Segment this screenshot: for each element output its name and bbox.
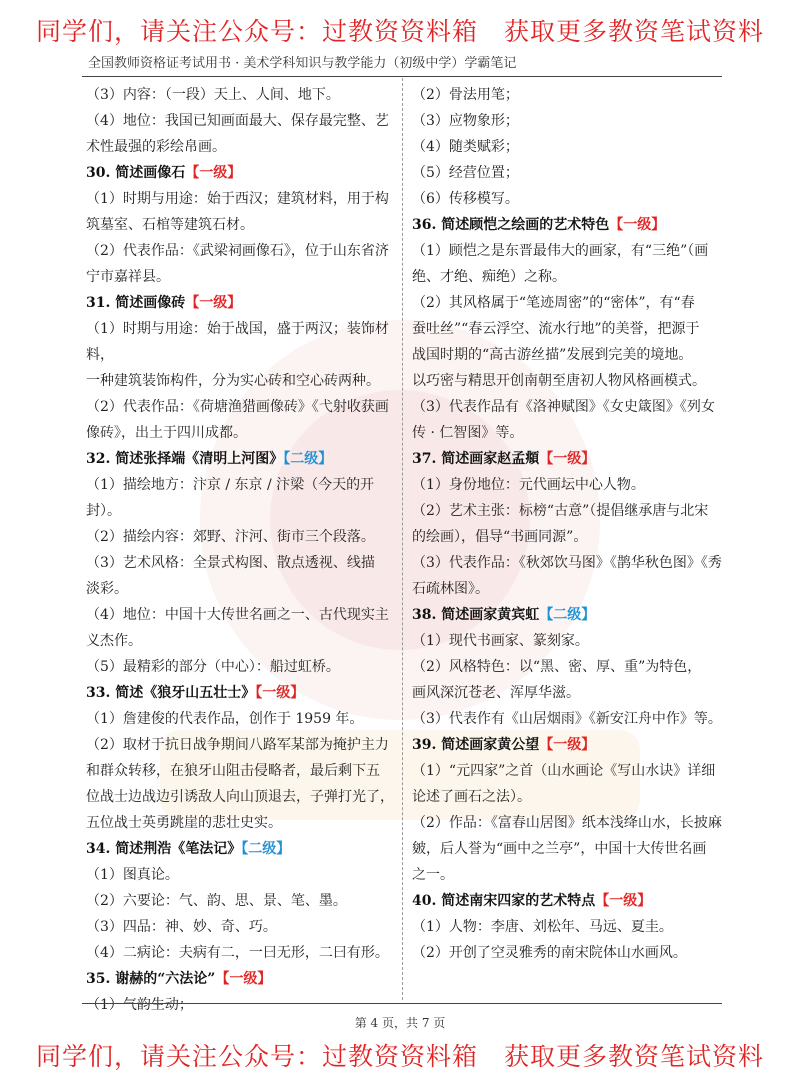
difficulty-badge: 【二级】 xyxy=(241,841,291,857)
heading-title: 40. 简述南宋四家的艺术特点 xyxy=(412,893,596,909)
note-line: （4）随类赋彩； xyxy=(412,139,519,155)
note-line: （1）描绘地方：汴京 / 东京 / 汴梁（今天的开封）。 xyxy=(86,477,375,519)
note-line: （2）骨法用笔； xyxy=(412,87,519,103)
difficulty-badge: 【一级】 xyxy=(255,685,305,701)
note-line: 皴，后人誉为“画中之兰亭”，中国十大传世名画 xyxy=(412,841,707,857)
note-line: （3）代表作品：《秋郊饮马图》《鹊华秋色图》《秀 xyxy=(412,555,722,571)
note-line: 筑墓室、石棺等建筑石材。 xyxy=(86,217,254,233)
note-line: （5）最精彩的部分（中心）：船过虹桥。 xyxy=(86,659,340,675)
note-line: （3）应物象形； xyxy=(412,113,519,129)
heading-title: 36. 简述顾恺之绘画的艺术特色 xyxy=(412,217,610,233)
header-rule xyxy=(82,76,722,77)
note-line: （1）人物：李唐、刘松年、马远、夏圭。 xyxy=(412,919,673,935)
note-line: （3）代表作有《山居烟雨》《新安江舟中作》等。 xyxy=(412,711,722,727)
note-line: （1）顾恺之是东晋最伟大的画家，有“三绝”（画 xyxy=(412,243,709,259)
note-line: 画风深沉苍老、浑厚华滋。 xyxy=(412,685,580,701)
heading-title: 35. 谢赫的“六法论” xyxy=(86,971,216,987)
note-line: （3）艺术风格：全景式构图、散点透视、线描 xyxy=(86,555,375,571)
heading-title: 39. 简述画家黄公望 xyxy=(412,737,540,753)
note-line: 义杰作。 xyxy=(86,633,142,649)
note-line: （2）代表作品：《武梁祠画像石》，位于山东省济 xyxy=(86,243,389,259)
difficulty-badge: 【二级】 xyxy=(283,451,333,467)
heading-title: 37. 简述画家赵孟頫 xyxy=(412,451,540,467)
section-heading xyxy=(86,680,394,706)
note-line: 传 · 仁智图》等。 xyxy=(412,425,524,441)
difficulty-badge: 【一级】 xyxy=(215,971,272,987)
note-line: （1）现代书画家、篆刻家。 xyxy=(412,633,589,649)
note-line: 术性最强的彩绘帛画。 xyxy=(86,139,226,155)
note-line: （2）开创了空灵雅秀的南宋院体山水画风。 xyxy=(412,945,687,961)
heading-title: 30. 简述画像石 xyxy=(86,165,186,181)
heading-title: 33. 简述《狼牙山五壮士》 xyxy=(86,685,256,701)
section-heading xyxy=(412,888,722,914)
note-line: 淡彩。 xyxy=(86,581,128,597)
promo-banner-bottom: 同学们，请关注公众号：过教资资料箱 获取更多教资笔试资料 xyxy=(35,1042,764,1071)
section-heading xyxy=(412,602,722,628)
note-line: 和群众转移，在狼牙山阻击侵略者，最后剩下五 xyxy=(86,763,380,779)
note-line: 五位战士英勇跳崖的悲壮史实。 xyxy=(86,815,282,831)
note-line: （6）传移模写。 xyxy=(412,191,519,207)
difficulty-badge: 【一级】 xyxy=(609,217,666,233)
note-line: 蚕吐丝”“春云浮空、流水行地”的美誉，把源于 xyxy=(412,321,700,337)
note-line: 位战士边战边引诱敌人向山顶退去，子弹打光了， xyxy=(86,789,394,805)
promo-banner-top: 同学们，请关注公众号：过教资资料箱 获取更多教资笔试资料 xyxy=(35,17,764,46)
section-heading xyxy=(412,212,722,238)
heading-title: 34. 简述荆浩《笔法记》 xyxy=(86,841,242,857)
note-line: （2）代表作品：《荷塘渔猎画像砖》《弋射收获画 xyxy=(86,399,389,415)
section-heading xyxy=(86,446,394,472)
note-line: 之一。 xyxy=(412,867,454,883)
difficulty-badge: 【一级】 xyxy=(185,295,242,311)
footer-rule xyxy=(82,1003,722,1004)
note-line: 像砖》，出土于四川成都。 xyxy=(86,425,247,441)
note-line: （2）作品：《富春山居图》纸本浅绛山水，长披麻 xyxy=(412,815,722,831)
column-divider xyxy=(402,78,403,1000)
note-line: 一种建筑装饰构件，分为实心砖和空心砖两种。 xyxy=(86,373,380,389)
note-line: （3）代表作品有《洛神赋图》《女史箴图》《列女 xyxy=(412,399,715,415)
note-line: 战国时期的“高古游丝描”发展到完美的境地。 xyxy=(412,347,693,363)
difficulty-badge: 【二级】 xyxy=(539,607,596,623)
note-line: （4）二病论：夫病有二，一曰无形，二曰有形。 xyxy=(86,945,389,961)
note-line: 宁市嘉祥县。 xyxy=(86,269,170,285)
note-line: （1）身份地位：元代画坛中心人物。 xyxy=(412,477,645,493)
note-line: （5）经营位置； xyxy=(412,165,519,181)
note-line: （2）其风格属于“笔迹周密”的“密体”，有“春 xyxy=(412,295,695,311)
note-line: （2）取材于抗日战争期间八路军某部为掩护主力 xyxy=(86,737,389,753)
note-line: 绝、才绝、痴绝）之称。 xyxy=(412,269,566,285)
note-line: （2）六要论：气、韵、思、景、笔、墨。 xyxy=(86,893,347,909)
note-line: 的绘画），倡导“书画同源”。 xyxy=(412,529,588,545)
note-line: 论述了画石之法）。 xyxy=(412,789,531,805)
book-subtitle: 全国教师资格证考试用书 · 美术学科知识与教学能力（初级中学）学霸笔记 xyxy=(88,56,517,71)
section-heading xyxy=(86,160,394,186)
note-line: （1）时期与用途：始于西汉；建筑材料，用于构 xyxy=(86,191,389,207)
note-line: （3）四品：神、妙、奇、巧。 xyxy=(86,919,277,935)
difficulty-badge: 【一级】 xyxy=(595,893,652,909)
note-line: 以巧密与精思开创南朝至唐初人物风格画模式。 xyxy=(412,373,706,389)
note-line: （2）艺术主张：标榜“古意”（提倡继承唐与北宋 xyxy=(412,503,709,519)
section-heading xyxy=(86,290,394,316)
heading-title: 38. 简述画家黄宾虹 xyxy=(412,607,540,623)
note-line: 石疏林图》。 xyxy=(412,581,489,597)
note-line: （1）“元四家”之首（山水画论《写山水诀》详细 xyxy=(412,763,716,779)
left-column xyxy=(86,82,394,1018)
section-heading xyxy=(412,732,722,758)
note-line: （2）风格特色：以“黑、密、厚、重”为特色， xyxy=(412,659,702,675)
note-line: （3）内容：（一段）天上、人间、地下。 xyxy=(86,87,340,103)
note-line: （1）时期与用途：始于战国，盛于两汉；装饰材料， xyxy=(86,321,389,363)
note-line: （1）图真论。 xyxy=(86,867,179,883)
heading-title: 31. 简述画像砖 xyxy=(86,295,186,311)
section-heading xyxy=(86,836,394,862)
right-column xyxy=(412,82,722,966)
difficulty-badge: 【一级】 xyxy=(539,737,596,753)
note-line: （4）地位：我国已知画面最大、保存最完整、艺 xyxy=(86,113,389,129)
difficulty-badge: 【一级】 xyxy=(539,451,596,467)
heading-title: 32. 简述张择端《清明上河图》 xyxy=(86,451,284,467)
note-line: （4）地位：中国十大传世名画之一、古代现实主 xyxy=(86,607,389,623)
section-heading xyxy=(412,446,722,472)
note-line: （2）描绘内容：郊野、汴河、街市三个段落。 xyxy=(86,529,375,545)
note-line: （1）气韵生动； xyxy=(86,997,193,1013)
difficulty-badge: 【一级】 xyxy=(185,165,242,181)
page-number: 第 4 页，共 7 页 xyxy=(354,1016,446,1030)
note-line: （1）詹建俊的代表作品，创作于 1959 年。 xyxy=(86,711,364,727)
section-heading xyxy=(86,966,394,992)
